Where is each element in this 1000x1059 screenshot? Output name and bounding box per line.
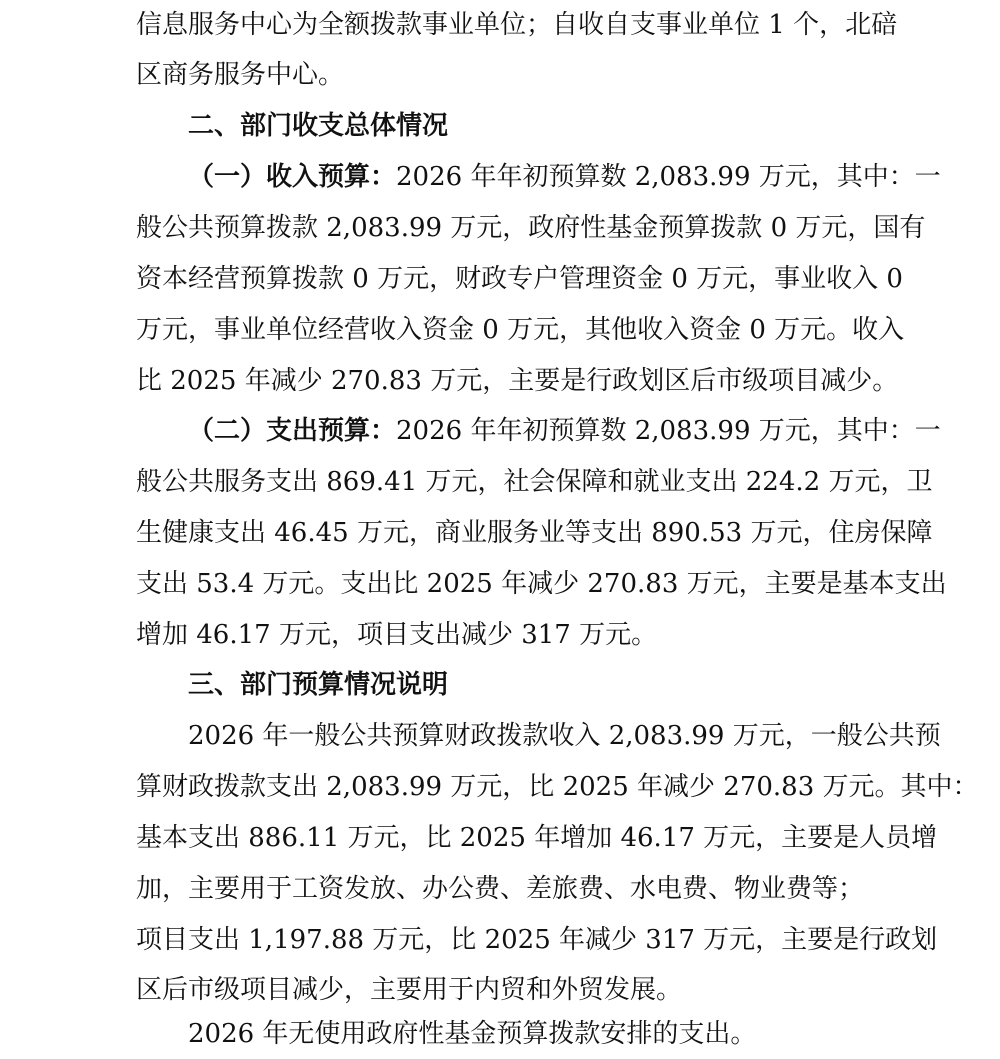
paragraph-line: 生健康支出 46.45 万元，商业服务业等支出 890.53 万元，住房保障 <box>136 518 933 548</box>
paragraph-line: 资本经营预算拨款 0 万元，财政专户管理资金 0 万元，事业收入 0 <box>136 264 903 294</box>
paragraph-line: 万元，事业单位经营收入资金 0 万元，其他收入资金 0 万元。收入 <box>136 315 905 345</box>
paragraph-text: 2026 年年初预算数 2,083.99 万元，其中：一 <box>396 162 941 192</box>
paragraph-line: 算财政拨款支出 2,083.99 万元，比 2025 年减少 270.83 万元。其中： <box>136 772 979 802</box>
paragraph-line: 区商务服务中心。 <box>136 60 345 90</box>
paragraph-line: 般公共服务支出 869.41 万元，社会保障和就业支出 224.2 万元，卫 <box>136 467 933 497</box>
paragraph-line: 基本支出 886.11 万元，比 2025 年增加 46.17 万元，主要是人员增 <box>136 823 938 853</box>
paragraph-line: 2026 年一般公共预算财政拨款收入 2,083.99 万元，一般公共预 <box>188 721 941 751</box>
paragraph-line: 项目支出 1,197.88 万元，比 2025 年减少 317 万元，主要是行政划 <box>136 925 938 955</box>
paragraph-line: 增加 46.17 万元，项目支出减少 317 万元。 <box>136 620 658 650</box>
paragraph-line: 比 2025 年减少 270.83 万元，主要是行政划区后市级项目减少。 <box>136 366 899 396</box>
section-heading-3: 三、部门预算情况说明 <box>188 670 449 700</box>
paragraph-line <box>188 406 941 456</box>
paragraph-line: 般公共预算拨款 2,083.99 万元，政府性基金预算拨款 0 万元，国有 <box>136 213 926 243</box>
section-heading-2: 二、部门收支总体情况 <box>188 111 449 141</box>
paragraph-line: 加，主要用于工资发放、办公费、差旅费、水电费、物业费等； <box>136 874 865 904</box>
subheading-income-budget: （一）收入预算： <box>188 162 397 192</box>
paragraph-line: 信息服务中心为全额拨款事业单位；自收自支事业单位 1 个，北碚 <box>136 10 898 40</box>
paragraph-line: 区后市级项目减少，主要用于内贸和外贸发展。 <box>136 975 683 1005</box>
paragraph-line <box>188 152 941 202</box>
paragraph-line: 支出 53.4 万元。支出比 2025 年减少 270.83 万元，主要是基本支出 <box>136 569 947 599</box>
subheading-expenditure-budget: （二）支出预算： <box>188 416 397 446</box>
paragraph-line: 2026 年无使用政府性基金预算拨款安排的支出。 <box>188 1019 757 1049</box>
paragraph-text: 2026 年年初预算数 2,083.99 万元，其中：一 <box>396 416 941 446</box>
